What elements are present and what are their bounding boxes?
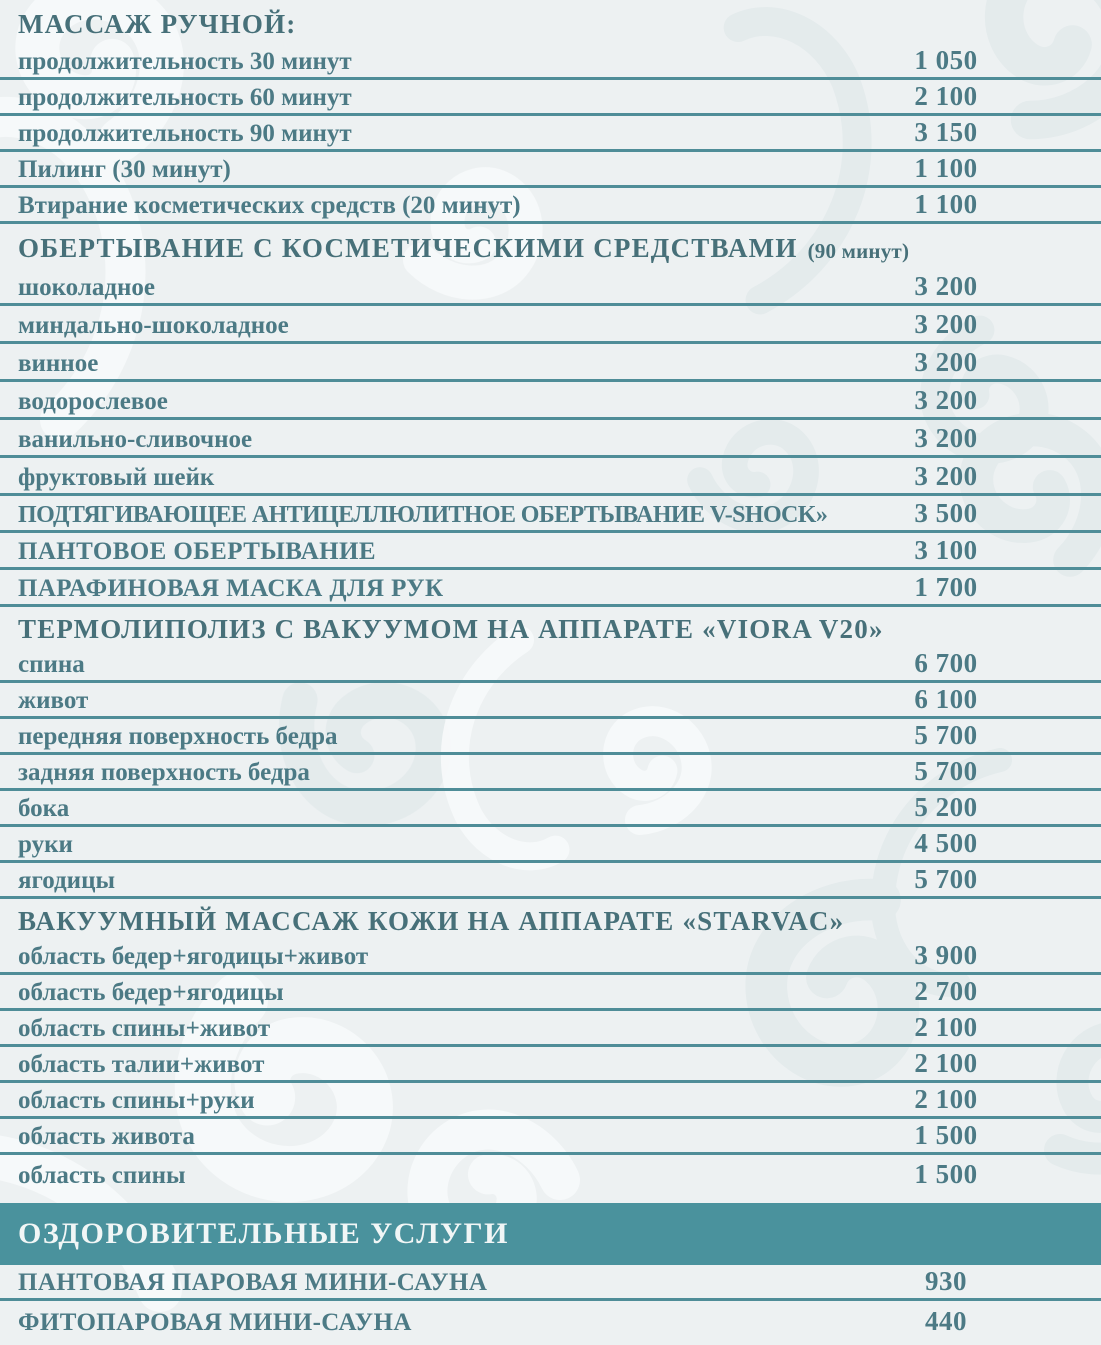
service-label: задняя поверхность бедра	[18, 759, 310, 786]
service-price: 3 200	[914, 309, 978, 339]
price-row	[0, 975, 1101, 1011]
price-row	[0, 382, 1101, 420]
price-row	[0, 570, 1101, 607]
service-price: 3 200	[914, 347, 978, 377]
service-price: 440	[925, 1306, 967, 1336]
service-price: 3 900	[914, 940, 978, 970]
service-label: ПАНТОВАЯ ПАРОВАЯ МИНИ-САУНА	[18, 1269, 488, 1296]
price-row	[0, 80, 1101, 116]
price-row	[0, 827, 1101, 863]
service-label: область спины+живот	[18, 1015, 271, 1042]
service-label: область талии+живот	[18, 1051, 265, 1078]
price-row	[0, 44, 1101, 80]
service-price: 2 100	[914, 1048, 978, 1078]
price-row	[0, 755, 1101, 791]
service-price: 1 700	[914, 572, 978, 602]
service-price: 1 100	[914, 189, 978, 219]
price-row	[0, 1155, 1101, 1191]
service-price: 2 700	[914, 976, 978, 1006]
service-label: область спины	[18, 1162, 186, 1189]
service-label: миндально-шоколадное	[18, 312, 289, 339]
price-row	[0, 1265, 1101, 1301]
service-price: 4 500	[914, 828, 978, 858]
service-label: область бедер+ягодицы+живот	[18, 943, 369, 970]
section-title-wraps	[0, 224, 1101, 268]
service-label: ПОДТЯГИВАЮЩЕЕ АНТИЦЕЛЛЮЛИТНОЕ ОБЕРТЫВАНИЕ V-SHOCK»	[18, 502, 828, 528]
price-row	[0, 647, 1101, 683]
price-row	[0, 683, 1101, 719]
price-row	[0, 116, 1101, 152]
price-row	[0, 420, 1101, 458]
service-price: 1 100	[914, 153, 978, 183]
service-label: передняя поверхность бедра	[18, 723, 338, 750]
price-row	[0, 188, 1101, 224]
spacer	[0, 1191, 1101, 1203]
service-price: 2 100	[914, 1012, 978, 1042]
service-label: ягодицы	[18, 867, 116, 894]
section-title-manual-massage	[0, 0, 1101, 44]
service-label: водорослевое	[18, 388, 168, 415]
price-row	[0, 306, 1101, 344]
section-title-text: ВАКУУМНЫЙ МАССАЖ КОЖИ НА АППАРАТЕ «STARVAC»	[18, 906, 845, 936]
service-label: ванильно-сливочное	[18, 426, 253, 453]
price-row	[0, 791, 1101, 827]
service-price: 3 100	[914, 535, 978, 565]
price-row	[0, 1011, 1101, 1047]
service-label: бока	[18, 795, 70, 822]
service-price: 1 500	[914, 1120, 978, 1150]
service-label: шоколадное	[18, 274, 156, 301]
price-row	[0, 1047, 1101, 1083]
section-title-text: ТЕРМОЛИПОЛИЗ С ВАКУУМОМ НА АППАРАТЕ «VIORA V20»	[18, 614, 884, 644]
service-label: область спины+руки	[18, 1087, 255, 1114]
section-title-thermolipolysis	[0, 607, 1101, 647]
service-price: 930	[925, 1266, 967, 1296]
price-row	[0, 1301, 1101, 1345]
price-row	[0, 344, 1101, 382]
service-label: ПАРАФИНОВАЯ МАСКА ДЛЯ РУК	[18, 575, 444, 602]
service-label: ФИТОПАРОВАЯ МИНИ-САУНА	[18, 1309, 412, 1336]
service-price: 5 700	[914, 864, 978, 894]
service-label: Пилинг (30 минут)	[18, 156, 231, 183]
service-price: 3 200	[914, 271, 978, 301]
price-row	[0, 1119, 1101, 1155]
service-label: область бедер+ягодицы	[18, 979, 284, 1006]
service-price: 5 700	[914, 756, 978, 786]
service-price: 2 100	[914, 81, 978, 111]
price-row	[0, 863, 1101, 899]
section-title-duration: (90 минут)	[807, 239, 910, 263]
service-label: фруктовый шейк	[18, 464, 215, 491]
service-price: 5 200	[914, 792, 978, 822]
banner-title: ОЗДОРОВИТЕЛЬНЫЕ УСЛУГИ	[18, 1217, 509, 1250]
service-label: руки	[18, 831, 73, 858]
price-row	[0, 533, 1101, 570]
service-label: винное	[18, 350, 99, 377]
section-title-vacuum-massage	[0, 899, 1101, 939]
service-price: 5 700	[914, 720, 978, 750]
price-row	[0, 152, 1101, 188]
price-row	[0, 496, 1101, 533]
service-label: Втирание косметических средств (20 минут)	[18, 192, 521, 219]
service-price: 3 150	[914, 117, 978, 147]
service-price: 3 500	[914, 498, 978, 528]
service-label: продолжительность 60 минут	[18, 84, 352, 111]
price-row	[0, 939, 1101, 975]
price-row	[0, 458, 1101, 496]
service-price: 3 200	[914, 385, 978, 415]
service-price: 3 200	[914, 461, 978, 491]
service-label: спина	[18, 651, 85, 678]
price-row	[0, 268, 1101, 306]
service-label: продолжительность 90 минут	[18, 120, 352, 147]
service-price: 2 100	[914, 1084, 978, 1114]
price-row	[0, 1083, 1101, 1119]
service-price: 3 200	[914, 423, 978, 453]
service-price: 6 700	[914, 648, 978, 678]
service-label: живот	[18, 687, 89, 714]
service-price: 1 050	[914, 45, 978, 75]
service-price: 6 100	[914, 684, 978, 714]
service-label: продолжительность 30 минут	[18, 48, 352, 75]
wellness-services-banner	[0, 1203, 1101, 1265]
section-title-text: МАССАЖ РУЧНОЙ:	[18, 9, 297, 39]
service-price: 1 500	[914, 1159, 978, 1189]
service-label: ПАНТОВОЕ ОБЕРТЫВАНИЕ	[18, 538, 376, 565]
section-title-text: ОБЕРТЫВАНИЕ С КОСМЕТИЧЕСКИМИ СРЕДСТВАМИ	[18, 233, 798, 263]
price-row	[0, 719, 1101, 755]
service-label: область живота	[18, 1123, 195, 1150]
